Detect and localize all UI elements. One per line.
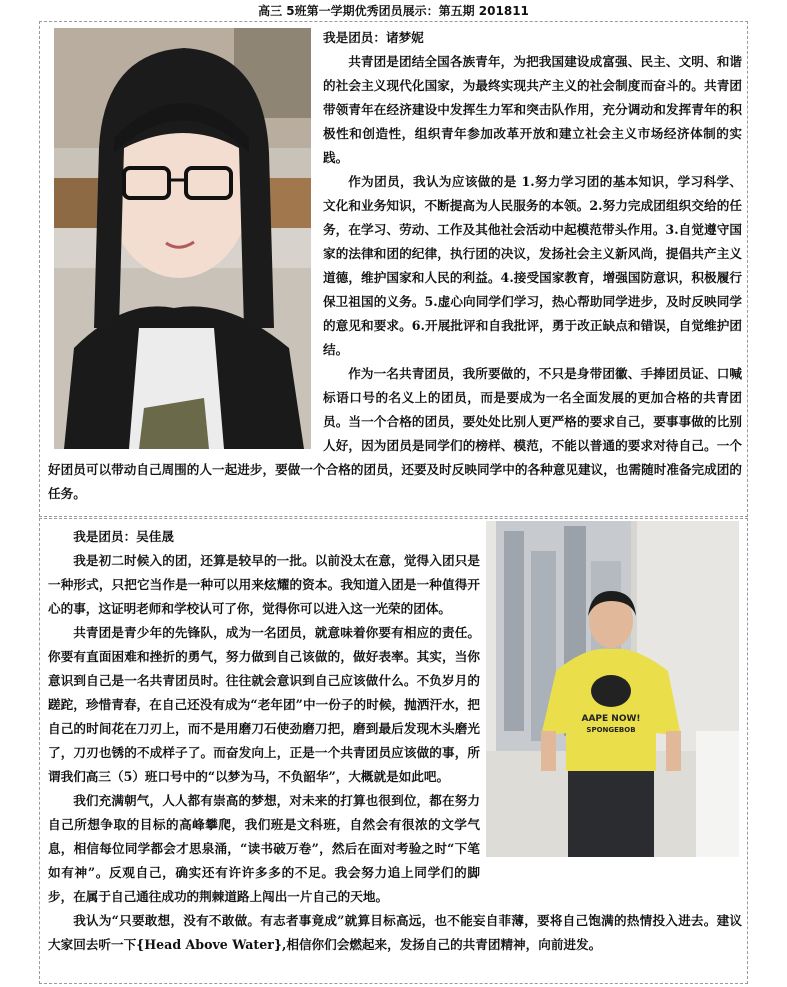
member-panel-1 [39,21,748,517]
shirt-text: SPONGEBOB [586,726,636,734]
member-1-text [48,26,742,506]
member-2-text [48,525,742,957]
member-2-paragraph: 我认为“只要敢想，没有不敢做。有志者事竟成”就算目标高远，也不能妄自菲薄，要将自己饱满的热情投入进去。建议大家回去听一下{Head Above Water},相信你们会燃起来，发扬自己的共青团精神，向前进发。 [48,913,742,952]
member-2-paragraph: 我们充满朝气，人人都有崇高的梦想，对未来的打算也很到位，都在努力自己所想争取的目标的高峰攀爬，我们班是文科班，自然会有很浓的文学气息，相信每位同学都会才思泉涌，“读书破万卷”，然后在面对考验之时“下笔如有神”。反观自己，确实还有许许多多的不足。我会努力追上同学们的脚步，在属于自己通往成功的荆棘道路上闯出一片自己的天地。 [48,793,480,904]
shirt-text: AAPE NOW! [581,714,641,724]
photo-1-spacer [48,26,323,454]
member-2-name: 我是团员：吴佳晟 [73,529,174,544]
member-1-name: 我是团员：诸梦妮 [323,30,424,45]
member-2-paragraph: 共青团是青少年的先锋队，成为一名团员，就意味着你要有相应的责任。你要有直面困难和挫折的勇气，努力做到自己该做的，做好表率。其实，当你意识到自己是一名共青团员时。往往就会意识到自己应该做什么。不负岁月的蹉跎，珍惜青春，在自己还没有成为“老年团”中一份子的时候，抛洒汗水，把自己的时间花在刀刃上，而不是用磨刀石使劲磨刀把，磨到最后发现木头磨光了，刀刃也锈的不成样子了。而奋发向上，正是一个共青团员应该做的事，所谓我们高三（5）班口号中的“以梦为马，不负韶华”，大概就是如此吧。 [48,625,480,784]
page-title: 高三 5班第一学期优秀团员展示：第五期 201811 [258,4,529,18]
photo-2-spacer [480,525,742,865]
member-1-paragraph: 作为一名共青团员，我所要做的，不只是身带团徽、手捧团员证、口喊标语口号的名义上的团员，而是要成为一名全面发展的更加合格的共青团员。当一个合格的团员，要处处比别人更严格的要求自己，要事事做的比别人好，因为团员是同学们的榜样、模范，不能以普通的要求对待自己。一个好团员可以带动自己周围的人一起进步，要做一个合格的团员，还要及时反映同学中的各种意见建议，也需随时准备完成团的任务。 [48,366,742,501]
member-2-paragraph: 我是初二时候入的团，还算是较早的一批。以前没太在意，觉得入团只是一种形式，只把它当作是一种可以用来炫耀的资本。我知道入团是一种值得开心的事，这证明老师和学校认可了你，觉得你可以进入这一光荣的团体。 [48,553,480,616]
member-1-paragraph: 共青团是团结全国各族青年，为把我国建设成富强、民主、文明、和谐的社会主义现代化国家，为最终实现共产主义的社会制度而奋斗的。共青团带领青年在经济建设中发挥生力军和突击队作用，充分调动和发挥青年的积极性和创造性，组织青年参加改革开放和建立社会主义市场经济体制的实践。 [323,54,742,165]
member-panel-2 [39,518,748,984]
member-1-paragraph: 作为团员，我认为应该做的是 1.努力学习团的基本知识，学习科学、文化和业务知识，不断提高为人民服务的本领。2.努力完成团组织交给的任务，在学习、劳动、工作及其他社会活动中起模范带头作用。3.自觉遵守国家的法律和团的纪律，执行团的决议，发扬社会主义新风尚，提倡共产主义道德，维护国家和人民的利益。4.接受国家教育，增强国防意识，积极履行保卫祖国的义务。5.虚心向同学们学习，热心帮助同学进步，及时反映同学的意见和要求。6.开展批评和自我批评，勇于改正缺点和错误，自觉维护团结。 [323,174,742,357]
